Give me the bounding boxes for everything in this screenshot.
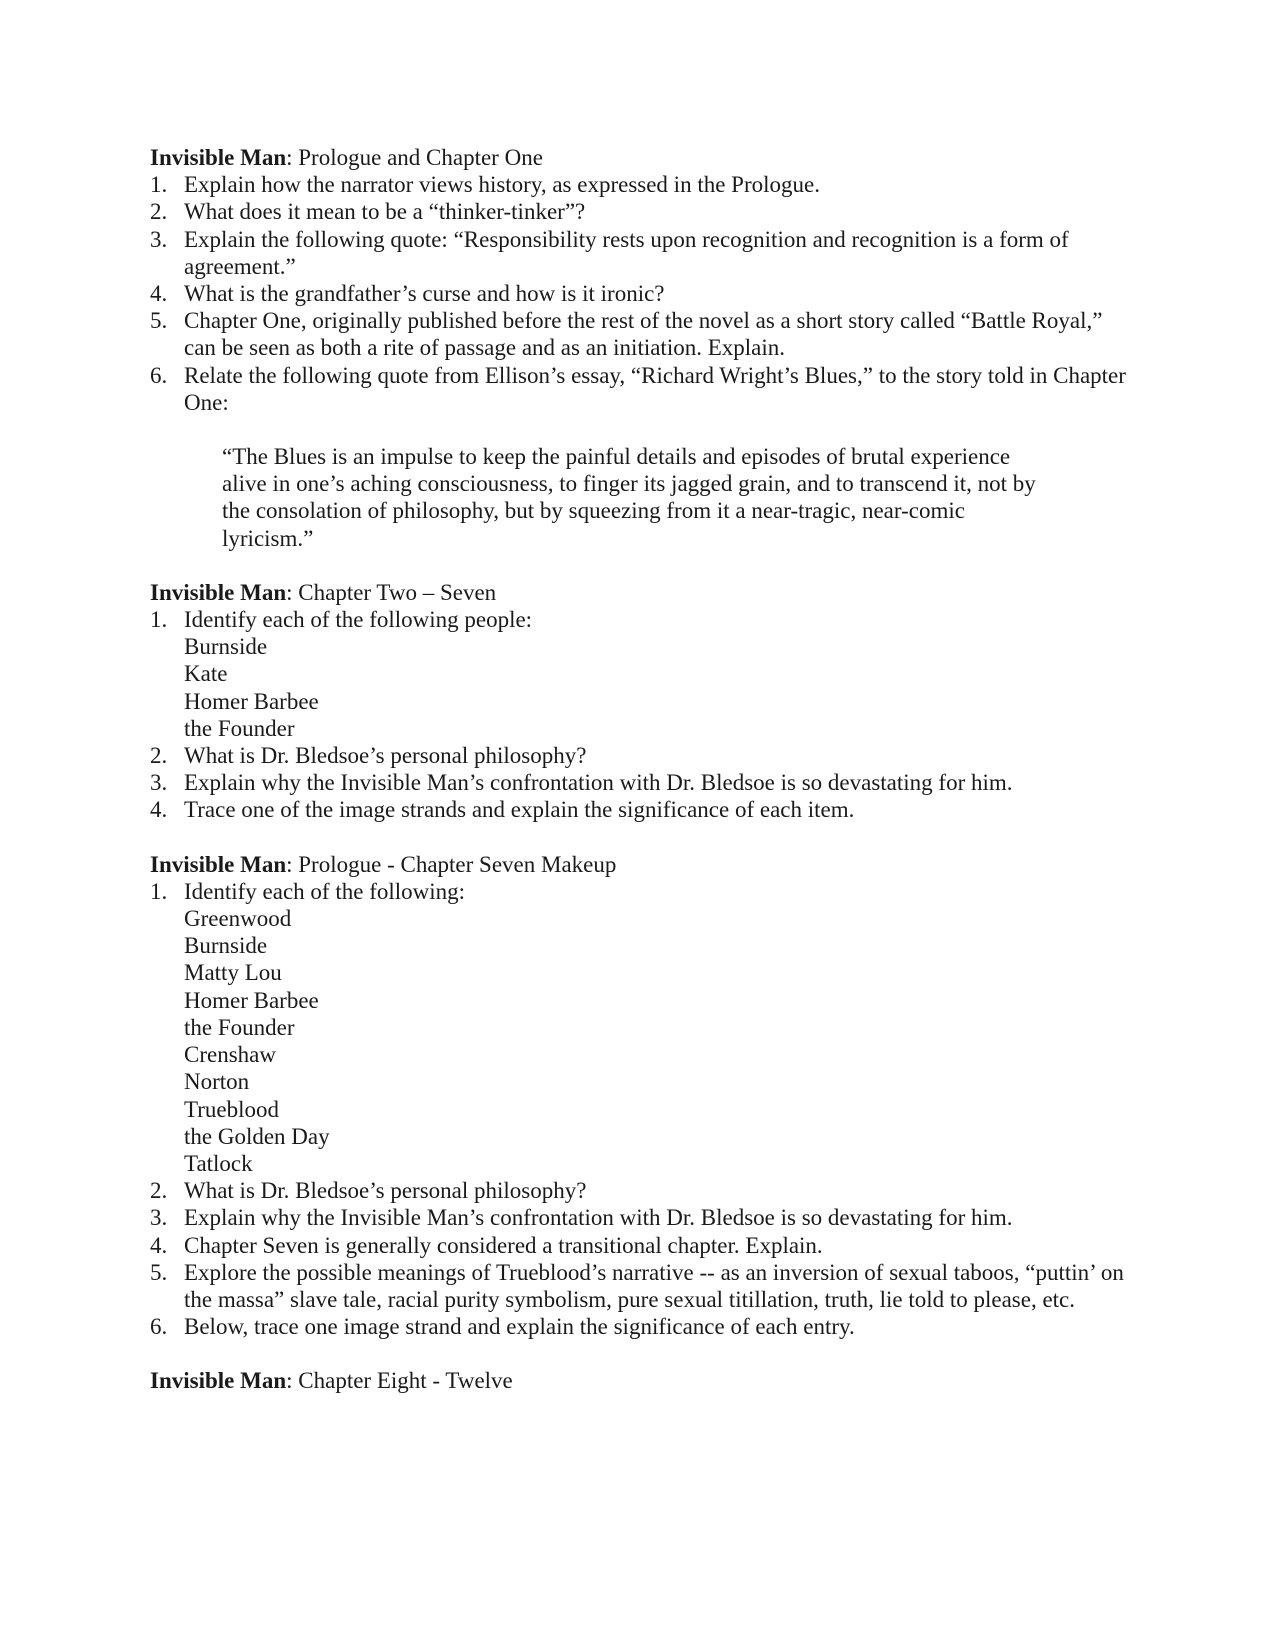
identify-term: the Golden Day <box>184 1123 330 1149</box>
question-section <box>150 144 1140 552</box>
block-quote: “The Blues is an impulse to keep the painful details and episodes of brutal experience alive in one’s aching consciousness, to finger its jagged grain, and to transcend it, not by the consolation of philosophy, but by squeezing from it a near-tragic, near-comic lyricism.” <box>222 444 1036 551</box>
identify-term: Matty Lou <box>184 960 282 986</box>
identify-term: the Founder <box>184 1014 295 1040</box>
section-heading-title: Invisible Man <box>150 579 287 605</box>
identify-term: Homer Barbee <box>184 688 319 714</box>
identify-term: the Founder <box>184 715 295 741</box>
question-item <box>150 171 1140 198</box>
question-number: 6. <box>150 362 168 388</box>
question-number: 2. <box>150 199 168 225</box>
section-heading <box>150 851 1140 878</box>
identify-term: Greenwood <box>184 906 292 932</box>
section-heading-subtitle: : Chapter Two – Seven <box>286 579 497 605</box>
question-item <box>150 1177 1140 1204</box>
question-text: Chapter One, originally published before the rest of the novel as a short story called “Battle Royal,” can be seen as both a rite of passage and as an initiation. Explain. <box>184 308 1103 361</box>
question-item <box>150 307 1140 361</box>
document-body <box>150 144 1140 1395</box>
question-number: 2. <box>150 1178 168 1204</box>
identify-term: Burnside <box>184 933 268 959</box>
identify-term-list <box>184 633 1140 742</box>
question-number: 4. <box>150 281 168 307</box>
identify-term-list <box>184 905 1140 1177</box>
question-item <box>150 878 1140 1177</box>
question-text: What is the grandfather’s curse and how is it ironic? <box>184 281 665 307</box>
question-item <box>150 362 1140 552</box>
question-text: Identify each of the following people: <box>184 607 533 633</box>
question-text: What is Dr. Bledsoe’s personal philosophy? <box>184 743 587 769</box>
question-number: 6. <box>150 1314 168 1340</box>
question-number: 5. <box>150 1259 168 1285</box>
question-item <box>150 606 1140 742</box>
section-heading <box>150 1367 1140 1394</box>
question-item <box>150 796 1140 823</box>
question-text: Explore the possible meanings of Trueblood’s narrative -- as an inversion of sexual taboos, “puttin’ on the massa” slave tale, racial purity symbolism, pure sexual titillation, truth, lie told to please, etc. <box>184 1259 1124 1312</box>
question-section <box>150 1367 1140 1394</box>
question-number: 3. <box>150 770 168 796</box>
question-item <box>150 198 1140 225</box>
question-number: 1. <box>150 607 168 633</box>
question-number: 5. <box>150 308 168 334</box>
question-item <box>150 1313 1140 1340</box>
question-number: 1. <box>150 878 168 904</box>
question-text: Trace one of the image strands and explain the significance of each item. <box>184 797 855 823</box>
question-list <box>150 606 1140 824</box>
question-text: Explain why the Invisible Man’s confrontation with Dr. Bledsoe is so devastating for him. <box>184 770 1013 796</box>
question-item <box>150 769 1140 796</box>
question-list <box>150 878 1140 1340</box>
identify-term: Norton <box>184 1069 250 1095</box>
question-text: Explain how the narrator views history, as expressed in the Prologue. <box>184 172 820 198</box>
identify-term: Kate <box>184 661 228 687</box>
question-item <box>150 1232 1140 1259</box>
question-text: Relate the following quote from Ellison’s essay, “Richard Wright’s Blues,” to the story told in Chapter One: <box>184 362 1126 415</box>
question-text: Below, trace one image strand and explain the significance of each entry. <box>184 1314 855 1340</box>
question-number: 2. <box>150 743 168 769</box>
section-heading-title: Invisible Man <box>150 851 287 877</box>
question-item <box>150 742 1140 769</box>
identify-term: Burnside <box>184 634 268 660</box>
question-text: What does it mean to be a “thinker-tinker”? <box>184 199 586 225</box>
question-section <box>150 851 1140 1341</box>
section-heading-subtitle: : Prologue and Chapter One <box>286 145 543 170</box>
question-text: Chapter Seven is generally considered a transitional chapter. Explain. <box>184 1232 823 1258</box>
question-number: 3. <box>150 226 168 252</box>
identify-term: Crenshaw <box>184 1042 276 1068</box>
question-text: Explain the following quote: “Responsibility rests upon recognition and recognition is a form of agreement.” <box>184 226 1069 279</box>
section-heading-subtitle: : Chapter Eight - Twelve <box>286 1368 513 1394</box>
section-heading-title: Invisible Man <box>150 145 287 170</box>
question-item <box>150 226 1140 280</box>
question-number: 3. <box>150 1205 168 1231</box>
question-text: Identify each of the following: <box>184 878 466 904</box>
question-item <box>150 280 1140 307</box>
question-section <box>150 579 1140 824</box>
section-heading-title: Invisible Man <box>150 1368 287 1394</box>
question-item <box>150 1204 1140 1231</box>
question-number: 4. <box>150 797 168 823</box>
question-number: 4. <box>150 1232 168 1258</box>
identify-term: Trueblood <box>184 1096 279 1122</box>
question-number: 1. <box>150 172 168 198</box>
section-heading <box>150 579 1140 606</box>
identify-term: Tatlock <box>184 1150 253 1176</box>
section-heading <box>150 144 1140 171</box>
question-item <box>150 1259 1140 1313</box>
question-list <box>150 171 1140 552</box>
section-heading-subtitle: : Prologue - Chapter Seven Makeup <box>286 851 617 877</box>
question-text: What is Dr. Bledsoe’s personal philosophy? <box>184 1178 587 1204</box>
question-text: Explain why the Invisible Man’s confrontation with Dr. Bledsoe is so devastating for him. <box>184 1205 1013 1231</box>
identify-term: Homer Barbee <box>184 987 319 1013</box>
